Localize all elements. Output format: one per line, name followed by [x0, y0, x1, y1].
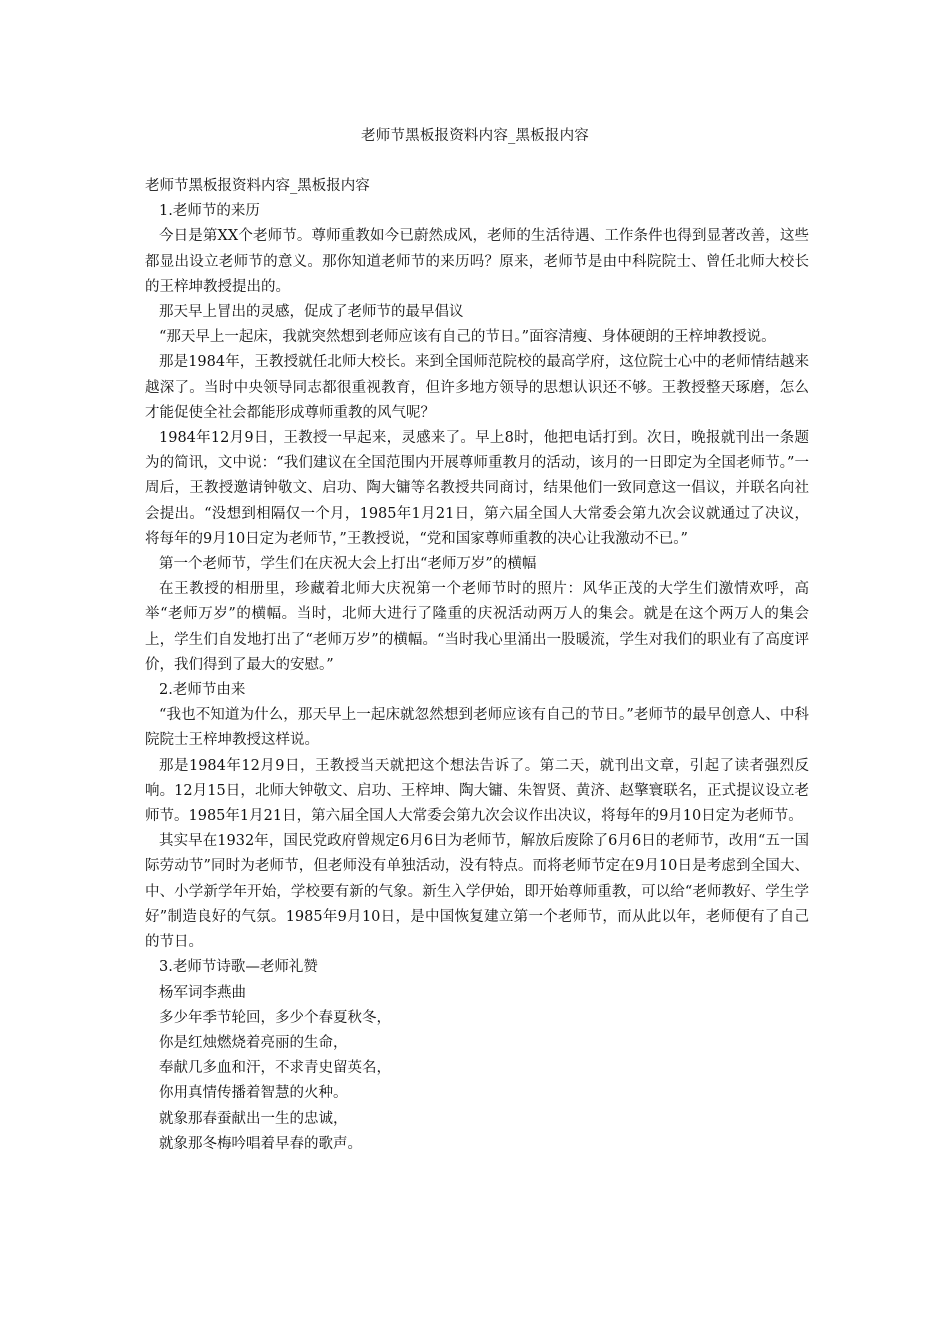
- document-body: [145, 174, 809, 1157]
- poem-line: 就象那冬梅吟唱着早春的歌声。: [159, 1135, 362, 1152]
- paragraph: “那天早上一起床，我就突然想到老师应该有自己的节日。”面容清瘦、身体硬朗的王梓坤教授说。: [159, 329, 776, 346]
- body-heading: 老师节黑板报资料内容_黑板报内容: [145, 178, 370, 194]
- section-heading-origin: 2.老师节由来: [159, 682, 246, 699]
- poem-line: 就象那春蚕献出一生的忠诚，: [159, 1110, 348, 1127]
- paragraph: 今日是第XX个老师节。尊师重教如今已蔚然成风，老师的生活待遇、工作条件也得到显著改善，这些都显出设立老师节的意义。那你知道老师节的来历吗？原来，老师节是由中科院院士、曾任北师大校长的王梓坤教授提出的。: [145, 228, 809, 295]
- paragraph: “我也不知道为什么，那天早上一起床就忽然想到老师应该有自己的节日。”老师节的最早创意人、中科院院士王梓坤教授这样说。: [145, 707, 809, 749]
- section-heading-history: 1.老师节的来历: [159, 203, 260, 220]
- poem-line: 你用真情传播着智慧的火种。: [159, 1085, 348, 1102]
- poem-credits: 杨军词李燕曲: [159, 984, 246, 1001]
- subheading-inspiration: 那天早上冒出的灵感，促成了老师节的最早倡议: [159, 304, 464, 321]
- poem-line: 奉献几多血和汗，不求青史留英名，: [159, 1060, 391, 1077]
- paragraph: 那是1984年12月9日，王教授当天就把这个想法告诉了。第二天，就刊出文章，引起了读者强烈反响。12月15日，北师大钟敬文、启功、王梓坤、陶大镛、朱智贤、黄济、赵擎寰联名，正式提议设立老师节。1985年1月21日，第六届全国人大常委会第九次会议作出决议，将每年的9月10日定为老师节。: [145, 757, 809, 825]
- paragraph: 其实早在1932年，国民党政府曾规定6月6日为老师节，解放后废除了6月6日的老师节，改用“五一国际劳动节”同时为老师节，但老师没有单独活动，没有特点。而将老师节定在9月10日是考虑到全国大、中、小学新学年开始，学校要有新的气象。新生入学伊始，即开始尊师重教，可以给“老师教好、学生学好”制造良好的气氛。1985年9月10日，是中国恢复建立第一个老师节，而从此以年，老师便有了自己的节日。: [145, 833, 809, 951]
- paragraph: 1984年12月9日，王教授一早起来，灵感来了。早上8时，他把电话打到。次日，晚报就刊出一条题为的简讯，文中说：“我们建议在全国范围内开展尊师重教月的活动，该月的一日即定为全国老师节。”一周后，王教授邀请钟敬文、启功、陶大镛等名教授共同商讨，结果他们一致同意这一倡议，并联名向社会提出。“没想到相隔仅一个月，1985年1月21日，第六届全国人大常委会第九次会议就通过了决议，将每年的9月10日定为老师节，”王教授说，“党和国家尊师重教的决心让我激动不已。”: [145, 430, 809, 547]
- paragraph: 在王教授的相册里，珍藏着北师大庆祝第一个老师节时的照片：风华正茂的大学生们激情欢呼，高举“老师万岁”的横幅。当时，北师大进行了隆重的庆祝活动两万人的集会。就是在这个两万人的集会上，学生们自发地打出了“老师万岁”的横幅。“当时我心里涌出一股暖流，学生对我们的职业有了高度评价，我们得到了最大的安慰。”: [145, 581, 809, 673]
- poem-line: 多少年季节轮回，多少个春夏秋冬，: [159, 1009, 391, 1026]
- document-title: 老师节黑板报资料内容_黑板报内容: [361, 128, 589, 144]
- paragraph: 那是1984年，王教授就任北师大校长。来到全国师范院校的最高学府，这位院士心中的老师情结越来越深了。当时中央领导同志都很重视教育，但许多地方领导的思想认识还不够。王教授整天琢磨，怎么才能促使全社会都能形成尊师重教的风气呢？: [145, 354, 809, 421]
- poem-line: 你是红烛燃烧着亮丽的生命，: [159, 1034, 348, 1051]
- subheading-first-festival: 第一个老师节，学生们在庆祝大会上打出“老师万岁”的横幅: [159, 556, 537, 573]
- section-heading-poem: 3.老师节诗歌—老师礼赞: [159, 959, 318, 976]
